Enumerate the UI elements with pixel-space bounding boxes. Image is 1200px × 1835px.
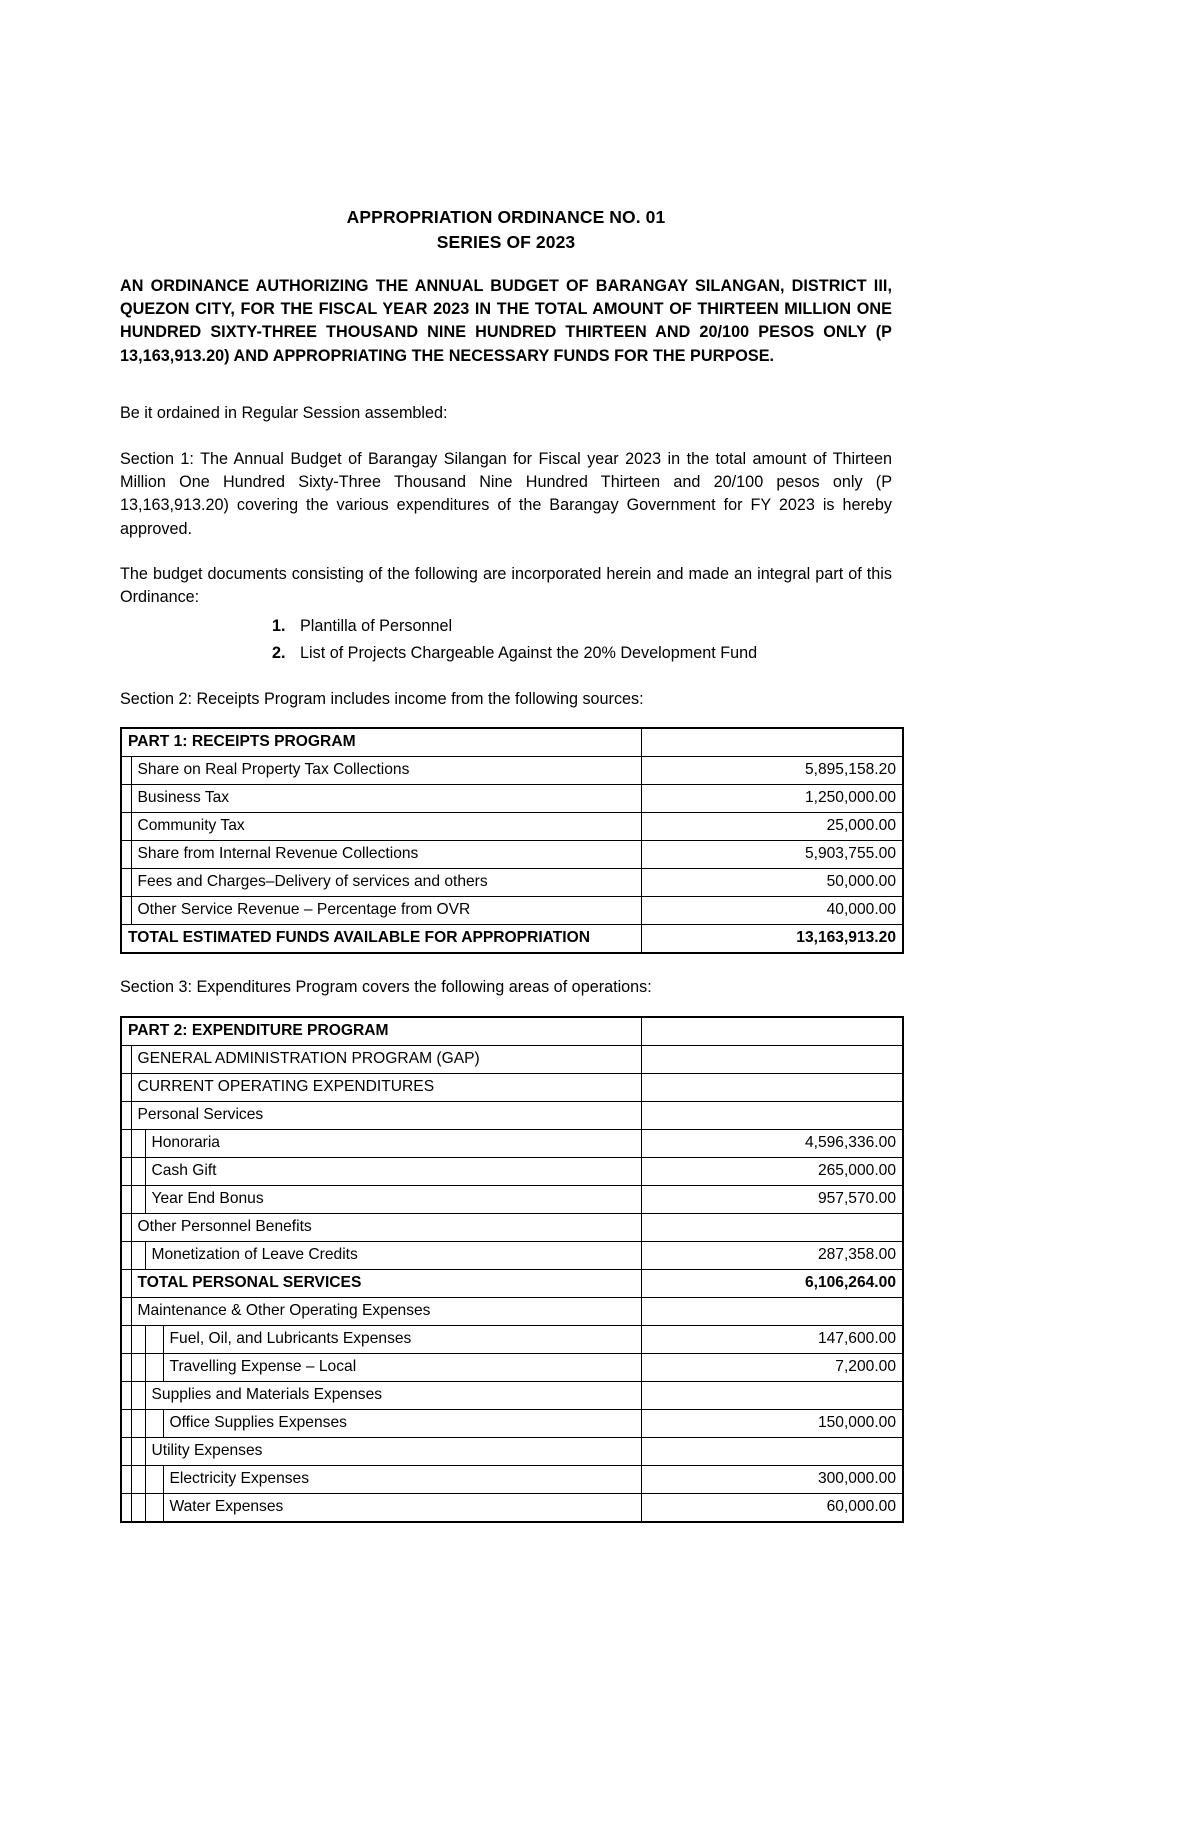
row-amount: 5,903,755.00 xyxy=(641,841,903,869)
table-row xyxy=(121,1101,903,1129)
row-label: Fuel, Oil, and Lubricants Expenses xyxy=(163,1325,641,1353)
indent-cell xyxy=(121,757,131,785)
table-row xyxy=(121,1269,903,1297)
row-label: Other Service Revenue – Percentage from OVR xyxy=(131,897,641,925)
table-row xyxy=(121,1045,903,1073)
indent-cell xyxy=(145,1493,163,1522)
document-title xyxy=(120,205,892,255)
row-label: Honoraria xyxy=(145,1129,641,1157)
budget-documents-intro: The budget documents consisting of the following are incorporated herein and made an integral part of this Ordinance: xyxy=(120,564,892,607)
indent-cell xyxy=(131,1353,145,1381)
receipts-program-table xyxy=(120,727,904,954)
table-row xyxy=(121,785,903,813)
row-label: Cash Gift xyxy=(145,1157,641,1185)
table-row xyxy=(121,1353,903,1381)
indent-cell xyxy=(121,1353,131,1381)
section-1-paragraph: Section 1: The Annual Budget of Barangay Silangan for Fiscal year 2023 in the total amount of Thirteen Million One Hundred Sixty-Three Thousand Nine Hundred Thirteen and 20/100 pesos only (P 13,163,913.20) covering the various expenditures of the Barangay Government for FY 2023 is hereby approved. xyxy=(120,449,892,538)
expenditure-program-table xyxy=(120,1016,904,1523)
row-label: Personal Services xyxy=(131,1101,641,1129)
table-row xyxy=(121,1465,903,1493)
row-label: TOTAL ESTIMATED FUNDS AVAILABLE FOR APPROPRIATION xyxy=(121,925,641,954)
row-label: Community Tax xyxy=(131,813,641,841)
expenditure-header-row xyxy=(121,1017,903,1046)
enacting-clause: Be it ordained in Regular Session assembled: xyxy=(120,404,448,423)
row-amount xyxy=(641,1297,903,1325)
indent-cell xyxy=(121,1129,131,1157)
row-amount xyxy=(641,1437,903,1465)
indent-cell xyxy=(131,1241,145,1269)
table-row xyxy=(121,1493,903,1522)
indent-cell xyxy=(121,1409,131,1437)
row-label: Share on Real Property Tax Collections xyxy=(131,757,641,785)
table-row xyxy=(121,925,903,954)
table-row xyxy=(121,1157,903,1185)
indent-cell xyxy=(131,1465,145,1493)
row-label: GENERAL ADMINISTRATION PROGRAM (GAP) xyxy=(131,1045,641,1073)
table-row xyxy=(121,869,903,897)
indent-cell xyxy=(121,1381,131,1409)
row-label: Other Personnel Benefits xyxy=(131,1213,641,1241)
table-row xyxy=(121,1213,903,1241)
indent-cell xyxy=(121,1157,131,1185)
indent-cell xyxy=(121,1213,131,1241)
row-amount: 50,000.00 xyxy=(641,869,903,897)
indent-cell xyxy=(131,1493,145,1522)
table-row xyxy=(121,1129,903,1157)
indent-cell xyxy=(145,1465,163,1493)
table-row xyxy=(121,897,903,925)
indent-cell xyxy=(121,841,131,869)
spacer xyxy=(120,384,892,402)
title-line-1: APPROPRIATION ORDINANCE NO. 01 xyxy=(346,207,666,227)
receipts-table-body xyxy=(121,728,903,953)
indent-cell xyxy=(121,1269,131,1297)
title-line-2: SERIES OF 2023 xyxy=(436,231,576,252)
row-amount xyxy=(641,1073,903,1101)
indent-cell xyxy=(121,1101,131,1129)
list-item: 2. List of Projects Chargeable Against the 20% Development Fund xyxy=(290,640,892,666)
spacer xyxy=(120,541,892,563)
row-label: Maintenance & Other Operating Expenses xyxy=(131,1297,641,1325)
row-amount: 4,596,336.00 xyxy=(641,1129,903,1157)
section-2-paragraph: Section 2: Receipts Program includes income from the following sources: xyxy=(120,689,644,708)
indent-cell xyxy=(145,1353,163,1381)
indent-cell xyxy=(121,1045,131,1073)
row-amount: 7,200.00 xyxy=(641,1353,903,1381)
row-label: Business Tax xyxy=(131,785,641,813)
indent-cell xyxy=(145,1409,163,1437)
row-label: Utility Expenses xyxy=(145,1437,641,1465)
row-label: Electricity Expenses xyxy=(163,1465,641,1493)
row-amount: 265,000.00 xyxy=(641,1157,903,1185)
indent-cell xyxy=(121,1493,131,1522)
row-amount: 60,000.00 xyxy=(641,1493,903,1522)
table-row xyxy=(121,1325,903,1353)
row-label: Travelling Expense – Local xyxy=(163,1353,641,1381)
spacer xyxy=(120,954,892,976)
row-amount: 957,570.00 xyxy=(641,1185,903,1213)
row-label: Share from Internal Revenue Collections xyxy=(131,841,641,869)
indent-cell xyxy=(121,1073,131,1101)
row-amount: 40,000.00 xyxy=(641,897,903,925)
table-row xyxy=(121,1185,903,1213)
row-amount: 25,000.00 xyxy=(641,813,903,841)
indent-cell xyxy=(121,897,131,925)
table-row xyxy=(121,1381,903,1409)
row-amount: 150,000.00 xyxy=(641,1409,903,1437)
row-amount xyxy=(641,1381,903,1409)
spacer xyxy=(120,666,892,688)
table-row xyxy=(121,813,903,841)
row-label: TOTAL PERSONAL SERVICES xyxy=(131,1269,641,1297)
table-row xyxy=(121,841,903,869)
table-row xyxy=(121,1437,903,1465)
indent-cell xyxy=(131,1185,145,1213)
table-row xyxy=(121,757,903,785)
indent-cell xyxy=(131,1409,145,1437)
spacer xyxy=(120,426,892,448)
section-3-paragraph: Section 3: Expenditures Program covers the following areas of operations: xyxy=(120,978,652,997)
indent-cell xyxy=(121,1465,131,1493)
row-amount: 300,000.00 xyxy=(641,1465,903,1493)
table-row xyxy=(121,1241,903,1269)
table-row xyxy=(121,1297,903,1325)
indent-cell xyxy=(131,1381,145,1409)
row-amount: 5,895,158.20 xyxy=(641,757,903,785)
row-label: Water Expenses xyxy=(163,1493,641,1522)
row-amount: 1,250,000.00 xyxy=(641,785,903,813)
indent-cell xyxy=(121,869,131,897)
indent-cell xyxy=(121,813,131,841)
indent-cell xyxy=(131,1437,145,1465)
table-row xyxy=(121,1409,903,1437)
receipts-header-amount xyxy=(641,728,903,757)
receipts-header-label: PART 1: RECEIPTS PROGRAM xyxy=(121,728,641,757)
row-amount xyxy=(641,1101,903,1129)
ordinance-preamble: AN ORDINANCE AUTHORIZING THE ANNUAL BUDGET OF BARANGAY SILANGAN, DISTRICT III, QUEZON CITY, FOR THE FISCAL YEAR 2023 IN THE TOTAL AMOUNT OF THIRTEEN MILLION ONE HUNDRED SIXTY-THREE THOUSAND NINE HUNDRED THIRTEEN AND 20/100 PESOS ONLY (P 13,163,913.20) AND APPROPRIATING THE NECESSARY FUNDS FOR THE PURPOSE. xyxy=(120,276,892,365)
indent-cell xyxy=(121,1241,131,1269)
row-amount xyxy=(641,1045,903,1073)
budget-documents-list xyxy=(120,613,892,665)
document-body xyxy=(120,205,896,1523)
receipts-header-row xyxy=(121,728,903,757)
indent-cell xyxy=(145,1325,163,1353)
indent-cell xyxy=(131,1157,145,1185)
row-label: Supplies and Materials Expenses xyxy=(145,1381,641,1409)
row-amount: 13,163,913.20 xyxy=(641,925,903,954)
row-amount: 147,600.00 xyxy=(641,1325,903,1353)
row-label: Monetization of Leave Credits xyxy=(145,1241,641,1269)
row-label: Office Supplies Expenses xyxy=(163,1409,641,1437)
expenditure-header-amount xyxy=(641,1017,903,1046)
indent-cell xyxy=(121,1297,131,1325)
row-label: Year End Bonus xyxy=(145,1185,641,1213)
row-amount: 287,358.00 xyxy=(641,1241,903,1269)
indent-cell xyxy=(121,1325,131,1353)
row-amount xyxy=(641,1213,903,1241)
indent-cell xyxy=(121,1185,131,1213)
indent-cell xyxy=(121,785,131,813)
indent-cell xyxy=(121,1437,131,1465)
expenditure-table-body xyxy=(121,1017,903,1522)
list-item: 1. Plantilla of Personnel xyxy=(290,613,892,639)
indent-cell xyxy=(131,1129,145,1157)
table-row xyxy=(121,1073,903,1101)
row-amount: 6,106,264.00 xyxy=(641,1269,903,1297)
row-label: Fees and Charges–Delivery of services and others xyxy=(131,869,641,897)
indent-cell xyxy=(131,1325,145,1353)
expenditure-header-label: PART 2: EXPENDITURE PROGRAM xyxy=(121,1017,641,1046)
row-label: CURRENT OPERATING EXPENDITURES xyxy=(131,1073,641,1101)
